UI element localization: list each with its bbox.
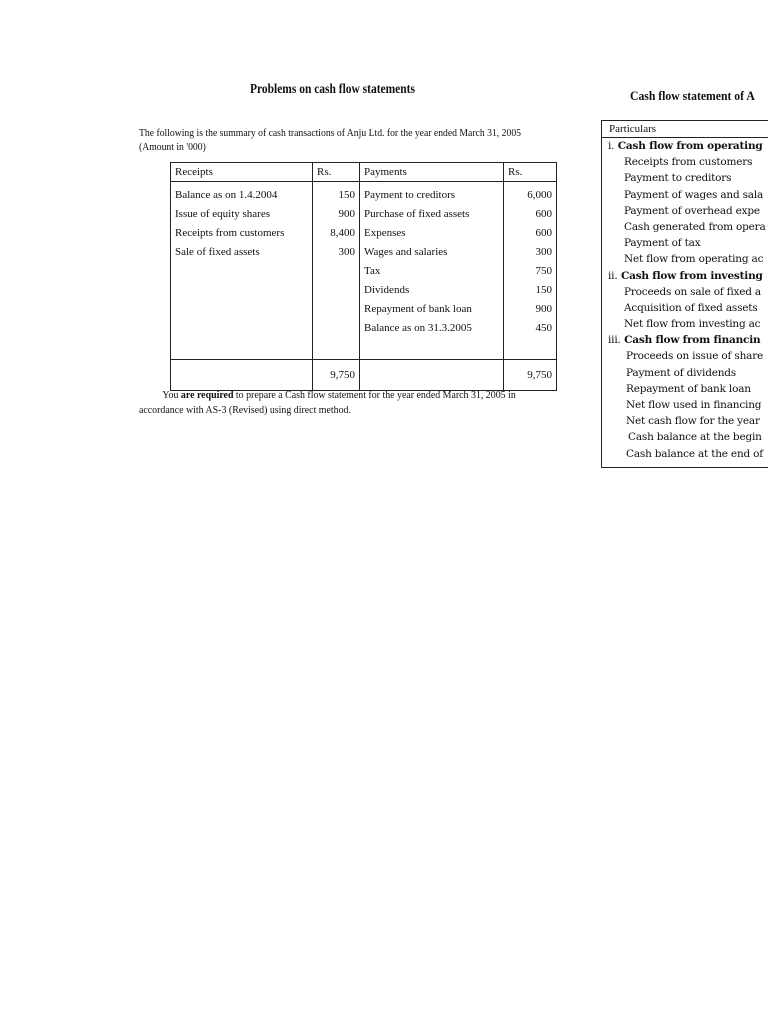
statement-line: Payment of overhead expe <box>624 204 760 217</box>
payment-label: Repayment of bank loan <box>364 303 472 315</box>
statement-line: Proceeds on sale of fixed a <box>624 285 761 298</box>
particulars-header: Particulars <box>602 121 768 138</box>
statement-line: Payment of tax <box>624 237 701 250</box>
statement-line: Net flow used in financing <box>626 399 762 411</box>
statement-line: Cash balance at the end of <box>626 447 763 460</box>
payment-label: Balance as on 31.3.2005 <box>364 322 472 334</box>
page-title: Problems on cash flow statements <box>250 82 415 97</box>
statement-line: Proceeds on issue of share <box>626 350 764 363</box>
receipt-amount: 150 <box>338 189 355 201</box>
receipt-label: Balance as on 1.4.2004 <box>175 189 278 201</box>
payment-label: Purchase of fixed assets <box>364 208 470 220</box>
section-heading-investing <box>602 268 768 284</box>
cash-transactions-table <box>170 162 557 391</box>
cash-flow-statement-title: Cash flow statement of A <box>630 88 755 103</box>
payment-amount: 900 <box>535 303 552 315</box>
requirement-line-2: accordance with AS-3 (Revised) using direct method. <box>139 404 351 416</box>
payment-amount: 600 <box>535 208 552 220</box>
section-title: Cash flow from financin <box>624 334 761 347</box>
receipt-label: Receipts from customers <box>175 227 285 239</box>
payment-amount: 600 <box>535 227 552 239</box>
table-body-row <box>171 182 557 360</box>
header-rs-receipts: Rs. <box>313 163 360 182</box>
section-heading-financing <box>602 332 768 348</box>
header-rs-payments: Rs. <box>504 163 557 182</box>
payment-label: Expenses <box>364 227 406 239</box>
receipt-label: Issue of equity shares <box>175 208 271 220</box>
payment-label: Dividends <box>364 284 410 296</box>
receipts-labels <box>171 182 313 360</box>
payment-label: Wages and salaries <box>364 246 448 258</box>
statement-line: Cash balance at the begin <box>628 431 762 444</box>
statement-line: Payment to creditors <box>624 172 732 185</box>
payment-amount: 6,000 <box>527 189 552 201</box>
section-heading-operating <box>602 138 768 154</box>
receipts-total: 9,750 <box>313 360 360 391</box>
intro-line-2: (Amount in '000) <box>139 141 206 153</box>
cash-flow-statement-box <box>601 120 768 468</box>
payment-label: Tax <box>364 265 381 277</box>
payments-total-blank <box>360 360 504 391</box>
statement-line: Receipts from customers <box>624 156 753 169</box>
receipt-amount: 900 <box>338 208 355 220</box>
requirement-line-1 <box>139 388 516 403</box>
section-title: Cash flow from operating <box>617 140 763 152</box>
section-numeral: i. <box>608 140 615 152</box>
table-header-row <box>171 163 557 182</box>
payments-labels <box>360 182 504 360</box>
statement-line: Acquisition of fixed assets <box>624 301 758 314</box>
header-receipts: Receipts <box>171 163 313 182</box>
section-title: Cash flow from investing <box>620 269 763 282</box>
payment-amount: 300 <box>535 246 552 258</box>
payment-amount: 750 <box>535 265 552 277</box>
requirement-pre: You <box>162 389 181 401</box>
statement-line: Cash generated from opera <box>624 220 766 233</box>
payments-amounts <box>504 182 557 360</box>
statement-line: Net cash flow for the year <box>626 415 760 428</box>
statement-line: Payment of dividends <box>626 366 736 379</box>
statement-line: Payment of wages and sala <box>624 188 764 201</box>
intro-line-1: The following is the summary of cash transactions of Anju Ltd. for the year ended March 31, 2005 <box>139 127 522 139</box>
section-numeral: ii. <box>608 269 618 282</box>
statement-line: Repayment of bank loan <box>626 382 751 395</box>
statement-line: Net flow from operating ac <box>624 253 764 266</box>
statement-line: Net flow from investing ac <box>624 318 761 331</box>
header-payments: Payments <box>360 163 504 182</box>
table-total-row <box>171 360 557 391</box>
receipts-total-blank <box>171 360 313 391</box>
receipts-amounts <box>313 182 360 360</box>
payment-amount: 150 <box>535 284 552 296</box>
section-numeral: iii. <box>608 334 621 347</box>
payments-total: 9,750 <box>504 360 557 391</box>
requirement-post: to prepare a Cash flow statement for the year ended March 31, 2005 in <box>233 389 516 401</box>
receipt-amount: 300 <box>338 246 355 258</box>
receipt-label: Sale of fixed assets <box>175 246 260 258</box>
payment-amount: 450 <box>535 322 552 334</box>
payment-label: Payment to creditors <box>364 189 456 201</box>
requirement-text <box>139 388 516 418</box>
receipt-amount: 8,400 <box>330 227 355 239</box>
requirement-bold: are required <box>180 389 234 401</box>
problem-intro <box>139 126 521 154</box>
